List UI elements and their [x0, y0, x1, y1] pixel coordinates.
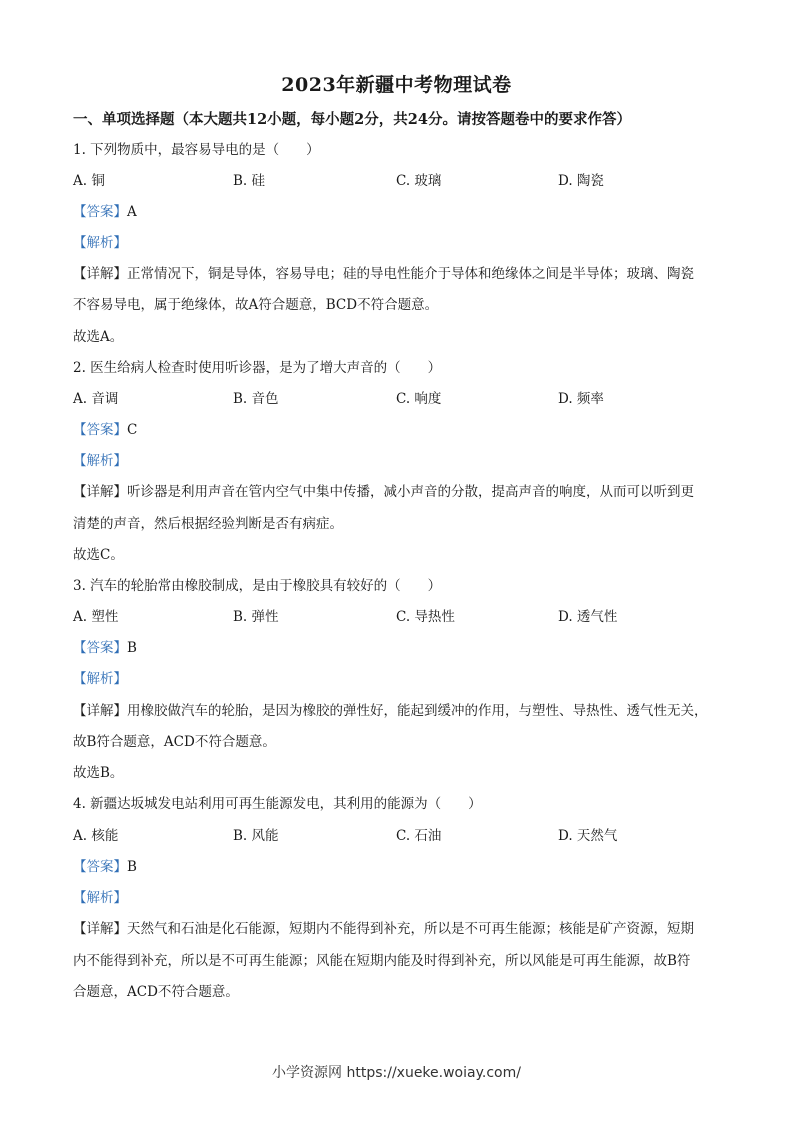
detail-line: 清楚的声音，然后根据经验判断是否有病症。 — [73, 516, 343, 532]
detail-line: 【详解】听诊器是利用声音在管内空气中集中传播，减小声音的分散，提高声音的响度，从而可以听到更 — [73, 484, 694, 500]
answer-label: 【答案】 — [73, 204, 127, 220]
answer-line — [73, 203, 137, 221]
answer-label: 【答案】 — [73, 859, 127, 875]
option-c: C. 响度 — [396, 391, 442, 407]
answer-label: 【答案】 — [73, 640, 127, 656]
analysis-label: 【解析】 — [73, 235, 127, 251]
option-b: B. 风能 — [233, 828, 279, 844]
analysis-label: 【解析】 — [73, 890, 127, 906]
detail-line: 不容易导电，属于绝缘体，故A符合题意，BCD不符合题意。 — [73, 297, 439, 313]
option-a: A. 音调 — [73, 391, 119, 407]
answer-line — [73, 639, 137, 657]
conclusion: 故选B。 — [73, 765, 124, 781]
option-d: D. 频率 — [558, 391, 604, 407]
detail-line: 故B符合题意，ACD不符合题意。 — [73, 734, 276, 750]
detail-line: 内不能得到补充，所以是不可再生能源；风能在短期内能及时得到补充，所以风能是可再生能源，故B符 — [73, 953, 691, 969]
option-a: A. 铜 — [73, 173, 105, 189]
answer-value: A — [127, 204, 137, 220]
detail-line: 【详解】天然气和石油是化石能源，短期内不能得到补充，所以是不可再生能源；核能是矿产资源，短期 — [73, 921, 694, 937]
detail-line: 合题意，ACD不符合题意。 — [73, 984, 239, 1000]
answer-line — [73, 421, 137, 439]
analysis-label: 【解析】 — [73, 453, 127, 469]
question-stem: 3. 汽车的轮胎常由橡胶制成，是由于橡胶具有较好的（ ） — [73, 578, 442, 594]
answer-label: 【答案】 — [73, 422, 127, 438]
page-title: 2023年新疆中考物理试卷 — [281, 74, 512, 96]
option-a: A. 塑性 — [73, 609, 119, 625]
conclusion: 故选C。 — [73, 547, 124, 563]
option-a: A. 核能 — [73, 828, 119, 844]
answer-value: B — [127, 859, 137, 875]
option-b: B. 音色 — [233, 391, 279, 407]
footer-watermark: 小学资源网 https://xueke.woiay.com/ — [272, 1065, 521, 1081]
answer-value: C — [127, 422, 138, 438]
option-c: C. 导热性 — [396, 609, 455, 625]
answer-line — [73, 858, 137, 876]
analysis-label: 【解析】 — [73, 671, 127, 687]
question-stem: 1. 下列物质中，最容易导电的是（ ） — [73, 142, 320, 158]
option-b: B. 硅 — [233, 173, 266, 189]
answer-value: B — [127, 640, 137, 656]
detail-line: 【详解】用橡胶做汽车的轮胎，是因为橡胶的弹性好，能起到缓冲的作用，与塑性、导热性、透气性无关， — [73, 703, 708, 719]
section-heading: 一、单项选择题（本大题共12小题，每小题2分，共24分。请按答题卷中的要求作答） — [73, 111, 631, 128]
option-b: B. 弹性 — [233, 609, 279, 625]
detail-line: 【详解】正常情况下，铜是导体，容易导电；硅的导电性能介于导体和绝缘体之间是半导体；玻璃、陶瓷 — [73, 266, 694, 282]
conclusion: 故选A。 — [73, 329, 124, 345]
option-d: D. 陶瓷 — [558, 173, 604, 189]
option-d: D. 透气性 — [558, 609, 618, 625]
option-c: C. 石油 — [396, 828, 442, 844]
question-stem: 2. 医生给病人检查时使用听诊器，是为了增大声音的（ ） — [73, 360, 442, 376]
question-stem: 4. 新疆达坂城发电站利用可再生能源发电，其利用的能源为（ ） — [73, 796, 482, 812]
option-c: C. 玻璃 — [396, 173, 442, 189]
option-d: D. 天然气 — [558, 828, 618, 844]
